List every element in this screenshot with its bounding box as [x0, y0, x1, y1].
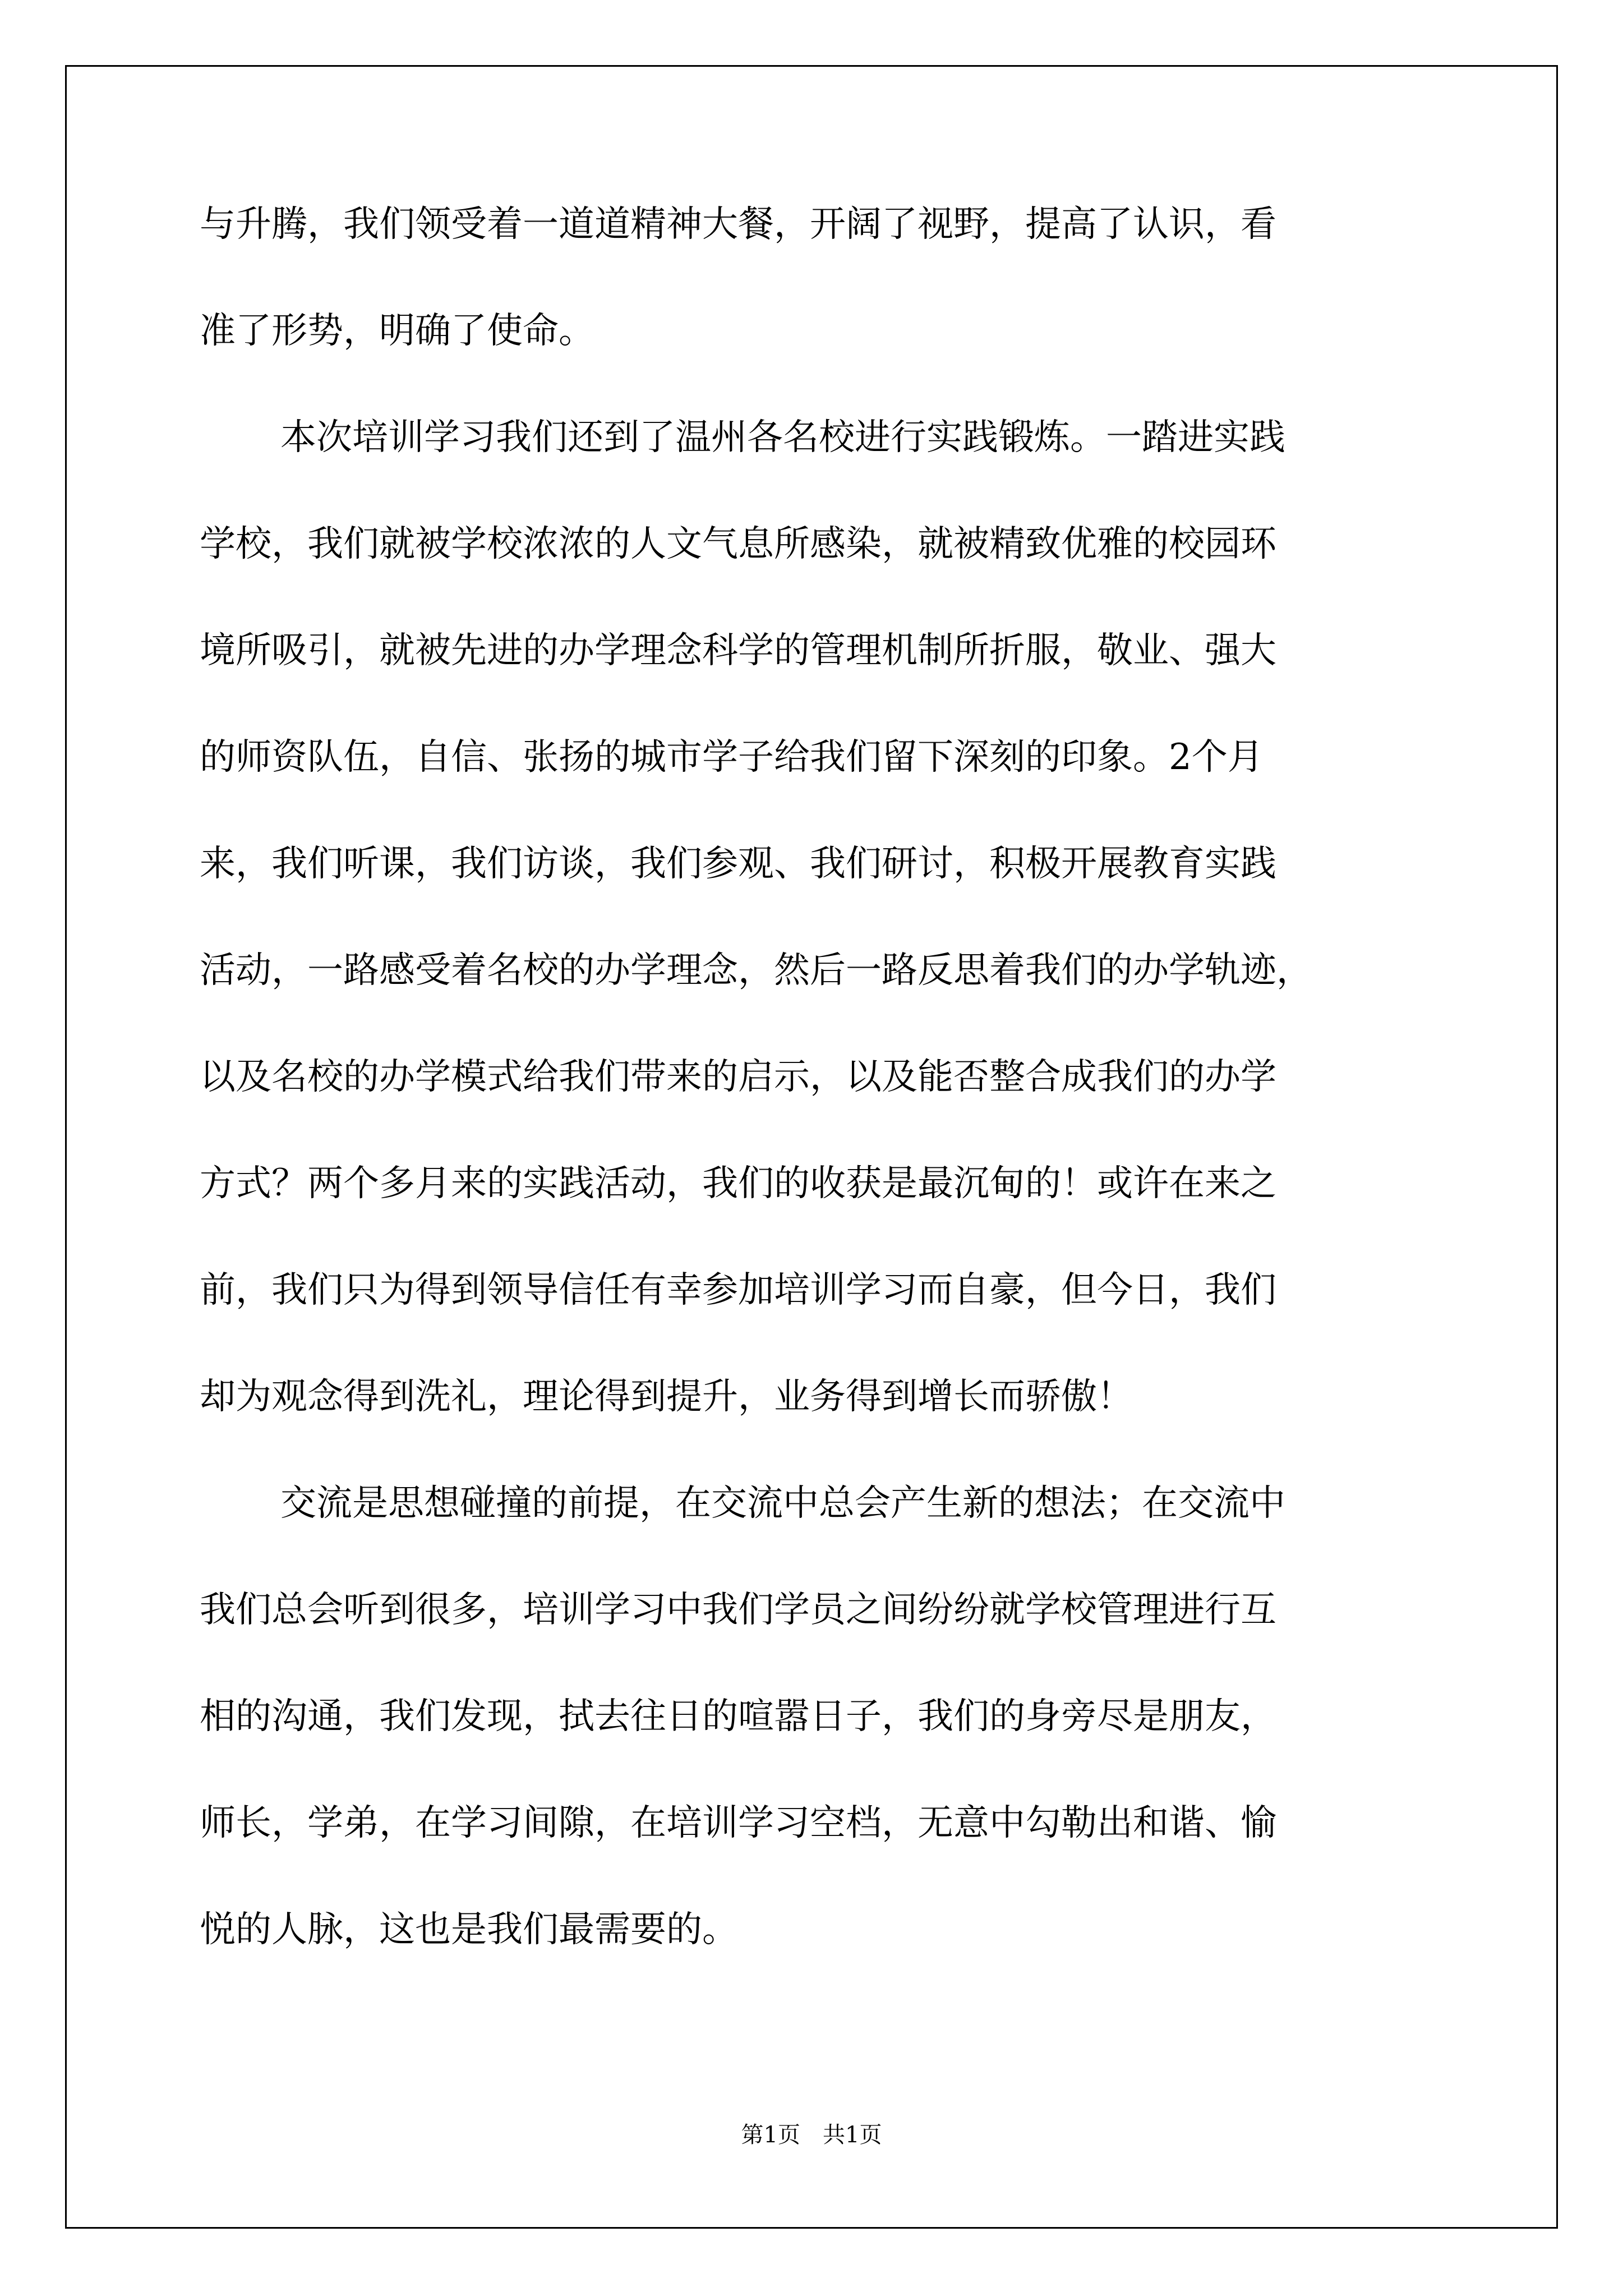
text-line: 与升腾，我们领受着一道道精神大餐，开阔了视野，提高了认识，看 [200, 204, 1276, 245]
text-line: 境所吸引，就被先进的办学理念科学的管理机制所折服，敬业、强大 [200, 630, 1276, 671]
text-line: 相的沟通，我们发现，拭去往日的喧嚣日子，我们的身旁尽是朋友， [200, 1696, 1276, 1737]
page-border [65, 65, 1558, 2229]
text-line: 来，我们听课，我们访谈，我们参观、我们研讨，积极开展教育实践 [200, 843, 1276, 885]
text-line: 准了形势，明确了使命。 [200, 310, 594, 352]
text-line: 活动，一路感受着名校的办学理念，然后一路反思着我们的办学轨迹， [200, 950, 1312, 991]
text-line: 师长，学弟，在学习间隙，在培训学习空档，无意中勾勒出和谐、愉 [200, 1802, 1276, 1844]
text-line: 我们总会听到很多，培训学习中我们学员之间纷纷就学校管理进行互 [200, 1589, 1276, 1631]
text-line: 却为观念得到洗礼，理论得到提升，业务得到增长而骄傲！ [200, 1376, 1133, 1418]
text-line: 悦的人脉，这也是我们最需要的。 [200, 1909, 738, 1950]
text-line: 方式？两个多月来的实践活动，我们的收获是最沉甸的！或许在来之 [200, 1163, 1276, 1204]
paragraph-start-line: 交流是思想碰撞的前提，在交流中总会产生新的想法；在交流中 [280, 1483, 1285, 1524]
text-line: 以及名校的办学模式给我们带来的启示，以及能否整合成我们的办学 [200, 1056, 1276, 1098]
paragraph-start-line: 本次培训学习我们还到了温州各名校进行实践锻炼。一踏进实践 [280, 417, 1285, 458]
page-number-footer: 第1页 共1页 [741, 2122, 882, 2148]
text-line: 前，我们只为得到领导信任有幸参加培训学习而自豪，但今日，我们 [200, 1269, 1276, 1311]
text-line: 学校，我们就被学校浓浓的人文气息所感染，就被精致优雅的校园环 [200, 523, 1276, 565]
text-line: 的师资队伍，自信、张扬的城市学子给我们留下深刻的印象。2个月 [200, 737, 1264, 778]
